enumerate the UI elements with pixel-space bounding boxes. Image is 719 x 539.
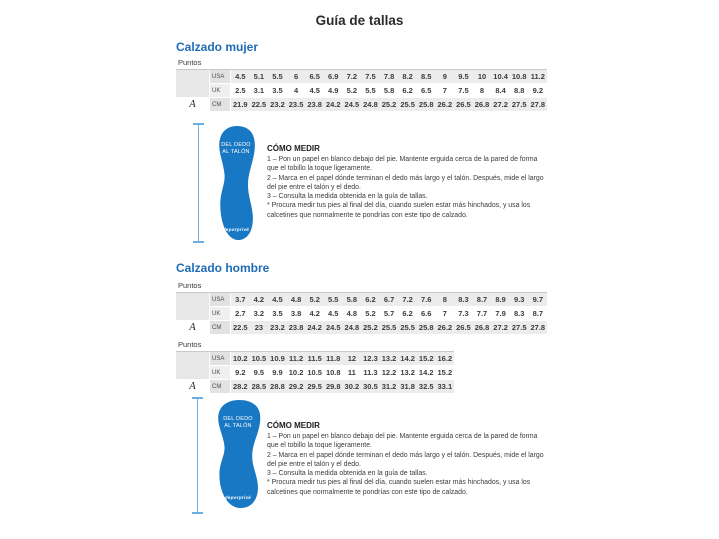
size-value-cell: 26.2 — [437, 323, 453, 332]
size-value-cell: 25.8 — [418, 323, 434, 332]
size-value-cell: 15.2 — [437, 368, 453, 377]
brand-logo: deporprivé — [222, 227, 250, 232]
size-value-cell: 14.2 — [418, 368, 434, 377]
size-value-cell: 25.2 — [381, 100, 397, 109]
size-value-cell: 4.5 — [231, 70, 250, 83]
size-value-cell: 25.2 — [363, 323, 378, 332]
size-value-cell: 8.9 — [491, 293, 510, 306]
size-value-cell: 8.8 — [510, 84, 529, 97]
size-value-cell: 22.5 — [232, 323, 248, 332]
size-value-cell: 6.6 — [417, 307, 436, 320]
foot-measure-label — [212, 416, 264, 430]
size-value-cell: 23.5 — [288, 100, 304, 109]
size-value-cell: 5.8 — [343, 293, 362, 306]
how-to-note: * Procura medir tus pies al final del día, cuando suelen estar más hinchados, y usa los calcetines que normalmente te pondrías con este tipo de calzado. — [267, 202, 531, 219]
size-value-cell: 9.9 — [268, 366, 287, 379]
size-value-cell: 28.2 — [232, 382, 248, 391]
size-value-cell: 6.9 — [324, 70, 343, 83]
size-value-cell: 4.9 — [324, 84, 343, 97]
size-value-cell: 24.8 — [344, 323, 360, 332]
size-value-cell: 24.5 — [344, 100, 360, 109]
size-value-cell: 27.5 — [511, 100, 527, 109]
size-table-men-2 — [176, 351, 454, 393]
size-value-cell: 7.6 — [417, 293, 436, 306]
size-value-cell: 24.2 — [325, 100, 341, 109]
size-value-cell: 8.2 — [398, 70, 417, 83]
measure-line-bottom-cap — [193, 241, 204, 243]
size-value-cell: 29.2 — [288, 382, 304, 391]
size-value-cell: 4.2 — [305, 307, 324, 320]
size-value-cell: 13.2 — [400, 368, 415, 377]
how-to-note: * Procura medir tus pies al final del día, cuando suelen estar más hinchados, y usa los calcetines que normalmente te pondrías con este tipo de calzado. — [267, 479, 531, 496]
size-value-cell: 3.8 — [287, 307, 306, 320]
measure-line-bottom-cap — [192, 512, 203, 514]
size-value-cell: 3.7 — [231, 293, 250, 306]
size-value-cell: 4.5 — [305, 84, 324, 97]
size-value-cell: 5.8 — [380, 84, 399, 97]
size-value-cell: 10.9 — [270, 354, 285, 363]
foot-measure-label-line1: DEL DEDO — [223, 415, 253, 422]
measure-line — [192, 397, 203, 514]
size-value-cell: 9 — [436, 70, 455, 83]
size-value-cell: 25.5 — [400, 100, 415, 109]
foot-measure-label-line1: DEL DEDO — [221, 142, 251, 149]
size-value-cell: 11 — [343, 366, 362, 379]
measure-line-stem — [198, 125, 200, 241]
how-to-step-1: 1 – Pon un papel en blanco debajo del pie. Mantente erguida cerca de la pared de forma que el tobillo la toque ligeramente. — [267, 433, 538, 450]
row-label-usa: USA — [210, 352, 231, 365]
size-value-cell: 13.2 — [381, 354, 397, 363]
size-value-cell: 7.3 — [454, 307, 473, 320]
how-to-step-3: 3 – Consulta la medida obtenida en la guía de tallas. — [267, 470, 428, 478]
table-corner-label: Puntos — [178, 281, 202, 290]
how-to-title: CÓMO MEDIR — [267, 421, 320, 430]
size-value-cell: 9.7 — [529, 293, 548, 306]
size-value-cell: 32.5 — [418, 382, 434, 391]
size-value-cell: 2.7 — [231, 307, 250, 320]
size-value-cell: 11.2 — [287, 352, 306, 365]
size-value-cell: 10.8 — [511, 72, 527, 81]
size-value-cell: 28.5 — [251, 382, 267, 391]
size-value-cell: 3.5 — [268, 84, 287, 97]
size-value-cell: 14.2 — [400, 354, 415, 363]
size-value-cell: 10.4 — [493, 72, 508, 81]
size-value-cell: 3.1 — [250, 84, 269, 97]
row-label-cm: CM — [210, 321, 231, 334]
section-heading-women: Calzado mujer — [176, 40, 259, 54]
size-value-cell: 11.5 — [305, 352, 324, 365]
size-value-cell: 26.8 — [474, 100, 490, 109]
size-value-cell: 27.5 — [511, 323, 527, 332]
size-value-cell: 6.7 — [380, 293, 399, 306]
how-to-measure-men — [267, 421, 549, 497]
size-value-cell: 16.2 — [437, 354, 453, 363]
size-value-cell: 9.5 — [454, 70, 473, 83]
size-value-cell: 26.5 — [456, 100, 471, 109]
size-value-cell: 10.2 — [232, 354, 248, 363]
size-table-men-1 — [176, 292, 547, 334]
size-value-cell: 23 — [250, 321, 269, 334]
size-value-cell: 24.2 — [307, 323, 322, 332]
size-value-cell: 15.2 — [418, 354, 434, 363]
row-label-uk: UK — [210, 366, 231, 379]
size-value-cell: 8 — [436, 293, 455, 306]
size-value-cell: 5.5 — [361, 84, 380, 97]
foot-measure-label — [214, 142, 258, 156]
size-value-cell: 7 — [436, 84, 455, 97]
size-value-cell: 5.2 — [305, 293, 324, 306]
size-value-cell: 5.2 — [343, 84, 362, 97]
row-letter-cell: A — [176, 380, 210, 393]
size-value-cell: 25.5 — [400, 323, 415, 332]
size-value-cell: 6.2 — [398, 84, 417, 97]
size-value-cell: 25.5 — [381, 323, 397, 332]
size-value-cell: 9.3 — [510, 293, 529, 306]
size-value-cell: 5.2 — [361, 307, 380, 320]
size-value-cell: 30.2 — [344, 382, 360, 391]
size-value-cell: 3.5 — [268, 307, 287, 320]
size-value-cell: 8.3 — [454, 293, 473, 306]
size-value-cell: 26.5 — [456, 323, 471, 332]
foot-measure-label-line2: AL TALÓN — [222, 149, 250, 156]
size-value-cell: 6.5 — [305, 70, 324, 83]
size-value-cell: 8.7 — [473, 293, 492, 306]
size-value-cell: 25.8 — [418, 100, 434, 109]
size-value-cell: 4 — [287, 84, 306, 97]
size-value-cell: 12.2 — [381, 368, 397, 377]
size-table-women — [176, 69, 547, 111]
size-value-cell: 31.8 — [400, 382, 415, 391]
how-to-step-3: 3 – Consulta la medida obtenida en la guía de tallas. — [267, 193, 428, 201]
size-value-cell: 4.8 — [287, 293, 306, 306]
size-value-cell: 5.7 — [380, 307, 399, 320]
foot-diagram-women — [214, 125, 258, 241]
size-value-cell: 6.2 — [398, 307, 417, 320]
size-value-cell: 23.8 — [288, 323, 304, 332]
size-value-cell: 9.2 — [231, 366, 250, 379]
size-value-cell: 5.5 — [324, 293, 343, 306]
how-to-step-2: 2 – Marca en el papel dónde terminan el dedo más largo y el talón. Después, mide el largo del pie entre el talón y el dedo. — [267, 174, 544, 191]
size-value-cell: 8.5 — [417, 70, 436, 83]
size-value-cell: 7.9 — [491, 307, 510, 320]
size-value-cell: 3.2 — [250, 307, 269, 320]
size-value-cell: 5.1 — [250, 70, 269, 83]
row-label-usa: USA — [210, 70, 231, 83]
size-value-cell: 2.5 — [231, 84, 250, 97]
size-value-cell: 7.5 — [361, 70, 380, 83]
row-label-uk: UK — [210, 84, 231, 97]
size-value-cell: 27.8 — [530, 323, 546, 332]
size-value-cell: 6 — [287, 70, 306, 83]
size-value-cell: 9.2 — [529, 84, 548, 97]
size-value-cell: 7.2 — [398, 293, 417, 306]
row-label-cm: CM — [210, 380, 231, 393]
foot-diagram-men — [212, 399, 264, 509]
size-value-cell: 30.5 — [363, 382, 378, 391]
size-value-cell: 11.8 — [324, 352, 343, 365]
size-value-cell: 23.8 — [307, 100, 322, 109]
size-value-cell: 7 — [436, 307, 455, 320]
size-value-cell: 8.4 — [491, 84, 510, 97]
page-title: Guía de tallas — [315, 13, 404, 28]
size-value-cell: 10.2 — [288, 368, 304, 377]
table-corner-cell — [176, 293, 210, 320]
size-value-cell: 8.3 — [510, 307, 529, 320]
size-value-cell: 29.5 — [307, 382, 322, 391]
size-value-cell: 6.5 — [417, 84, 436, 97]
size-value-cell: 11.3 — [361, 366, 380, 379]
size-value-cell: 4.5 — [324, 307, 343, 320]
size-value-cell: 10.5 — [251, 354, 267, 363]
size-value-cell: 4.8 — [343, 307, 362, 320]
size-value-cell: 31.2 — [381, 382, 397, 391]
table-corner-label: Puntos — [178, 58, 202, 67]
size-value-cell: 9.5 — [250, 366, 269, 379]
row-letter-cell: A — [176, 98, 210, 111]
size-value-cell: 26.8 — [474, 323, 490, 332]
size-value-cell: 7.8 — [380, 70, 399, 83]
size-value-cell: 23.2 — [270, 323, 285, 332]
how-to-measure-women — [267, 144, 549, 220]
size-value-cell: 4.5 — [268, 293, 287, 306]
size-value-cell: 33.1 — [437, 382, 453, 391]
how-to-step-1: 1 – Pon un papel en blanco debajo del pie. Mantente erguida cerca de la pared de forma que el tobillo la toque ligeramente. — [267, 156, 538, 173]
measure-line — [193, 123, 204, 243]
size-value-cell: 8.7 — [529, 307, 548, 320]
size-value-cell: 24.8 — [363, 100, 378, 109]
measure-line-stem — [197, 399, 199, 512]
size-value-cell: 7.5 — [454, 84, 473, 97]
size-value-cell: 21.9 — [232, 100, 248, 109]
size-value-cell: 8 — [473, 84, 492, 97]
table-corner-cell — [176, 352, 210, 379]
size-value-cell: 27.2 — [493, 323, 508, 332]
size-value-cell: 4.2 — [250, 293, 269, 306]
size-value-cell: 27.2 — [493, 100, 508, 109]
size-value-cell: 27.8 — [530, 100, 546, 109]
size-value-cell: 26.2 — [437, 100, 453, 109]
size-value-cell: 23.2 — [270, 100, 285, 109]
row-label-cm: CM — [210, 98, 231, 111]
size-value-cell: 11.2 — [529, 70, 548, 83]
row-label-usa: USA — [210, 293, 231, 306]
row-letter-cell: A — [176, 321, 210, 334]
size-value-cell: 28.8 — [270, 382, 285, 391]
section-heading-men: Calzado hombre — [176, 261, 270, 275]
table-corner-label: Puntos — [178, 340, 202, 349]
how-to-title: CÓMO MEDIR — [267, 144, 320, 153]
size-value-cell: 12.3 — [363, 354, 378, 363]
size-value-cell: 10.8 — [325, 368, 341, 377]
foot-measure-label-line2: AL TALÓN — [224, 422, 252, 429]
size-value-cell: 29.8 — [325, 382, 341, 391]
size-value-cell: 6.2 — [361, 293, 380, 306]
size-value-cell: 10 — [473, 70, 492, 83]
size-value-cell: 5.5 — [268, 70, 287, 83]
brand-logo: deporprivé — [224, 495, 252, 500]
row-label-uk: UK — [210, 307, 231, 320]
table-corner-cell — [176, 70, 210, 97]
size-value-cell: 12 — [343, 352, 362, 365]
size-value-cell: 7.2 — [343, 70, 362, 83]
size-value-cell: 7.7 — [473, 307, 492, 320]
size-value-cell: 10.5 — [307, 368, 322, 377]
size-value-cell: 22.5 — [251, 100, 267, 109]
how-to-step-2: 2 – Marca en el papel dónde terminan el dedo más largo y el talón. Después, mide el largo del pie entre el talón y el dedo. — [267, 451, 544, 468]
size-value-cell: 24.5 — [325, 323, 341, 332]
